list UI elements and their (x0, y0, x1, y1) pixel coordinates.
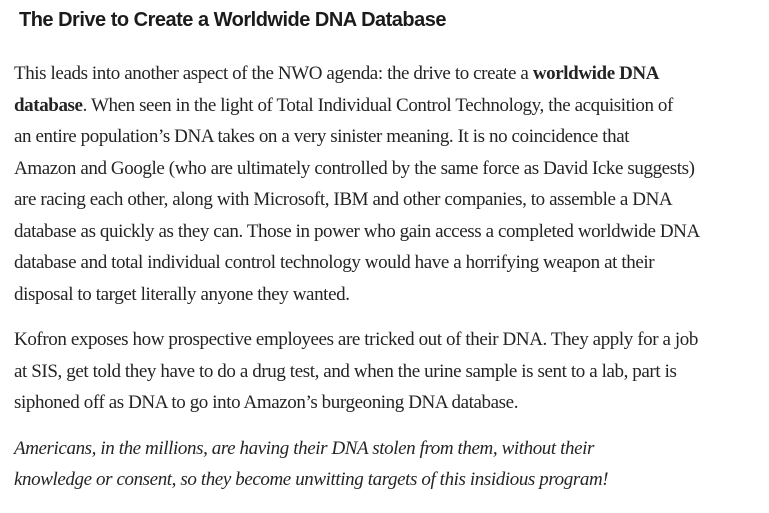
text-run: disposal to target literally anyone they wanted. (14, 283, 350, 305)
text-line (14, 216, 755, 248)
text-line (14, 387, 755, 419)
text-run: This leads into another aspect of the NWO agenda: the drive to create a (14, 63, 533, 84)
text-run: knowledge or consent, so they become unwitting targets of this insidious program! (14, 469, 609, 490)
text-run: Americans, in the millions, are having their DNA stolen from them, without their (14, 437, 595, 459)
text-run: Kofron exposes how prospective employees are tricked out of their DNA. They apply for a job (14, 329, 698, 350)
text-run: siphoned off as DNA to go into Amazon’s burgeoning DNA database. (14, 392, 519, 413)
bold-text-run: worldwide DNA (532, 63, 660, 84)
paragraph (14, 324, 755, 419)
text-run: Amazon and Google (who are ultimately controlled by the same force as David Icke suggests) (14, 157, 695, 179)
article-heading: The Drive to Create a Worldwide DNA Database (19, 9, 447, 31)
paragraph (14, 58, 755, 310)
article (0, 6, 769, 496)
text-line (14, 90, 755, 122)
text-line (14, 356, 755, 388)
text-line (14, 153, 755, 185)
article-body (14, 58, 755, 496)
text-line (14, 184, 755, 216)
page (0, 6, 769, 513)
text-run: an entire population’s DNA takes on a very sinister meaning. It is no coincidence that (14, 126, 630, 147)
text-line (14, 464, 755, 496)
paragraph (14, 433, 755, 496)
text-run: . When seen in the light of Total Individual Control Technology, the acquisition of (82, 94, 673, 116)
text-line (14, 433, 755, 465)
text-run: database and total individual control technology would have a horrifying weapon at their (14, 252, 655, 273)
bold-text-run: database (14, 94, 83, 116)
text-line (14, 279, 755, 311)
text-run: database as quickly as they can. Those in power who gain access a completed worldwide DNA (14, 220, 700, 242)
text-line (14, 247, 755, 279)
text-run: are racing each other, along with Microsoft, IBM and other companies, to assemble a DNA (14, 189, 673, 210)
text-line (14, 58, 755, 90)
text-line (14, 324, 755, 356)
text-line (14, 121, 755, 153)
text-run: at SIS, get told they have to do a drug test, and when the urine sample is sent to a lab, part is (14, 360, 677, 382)
